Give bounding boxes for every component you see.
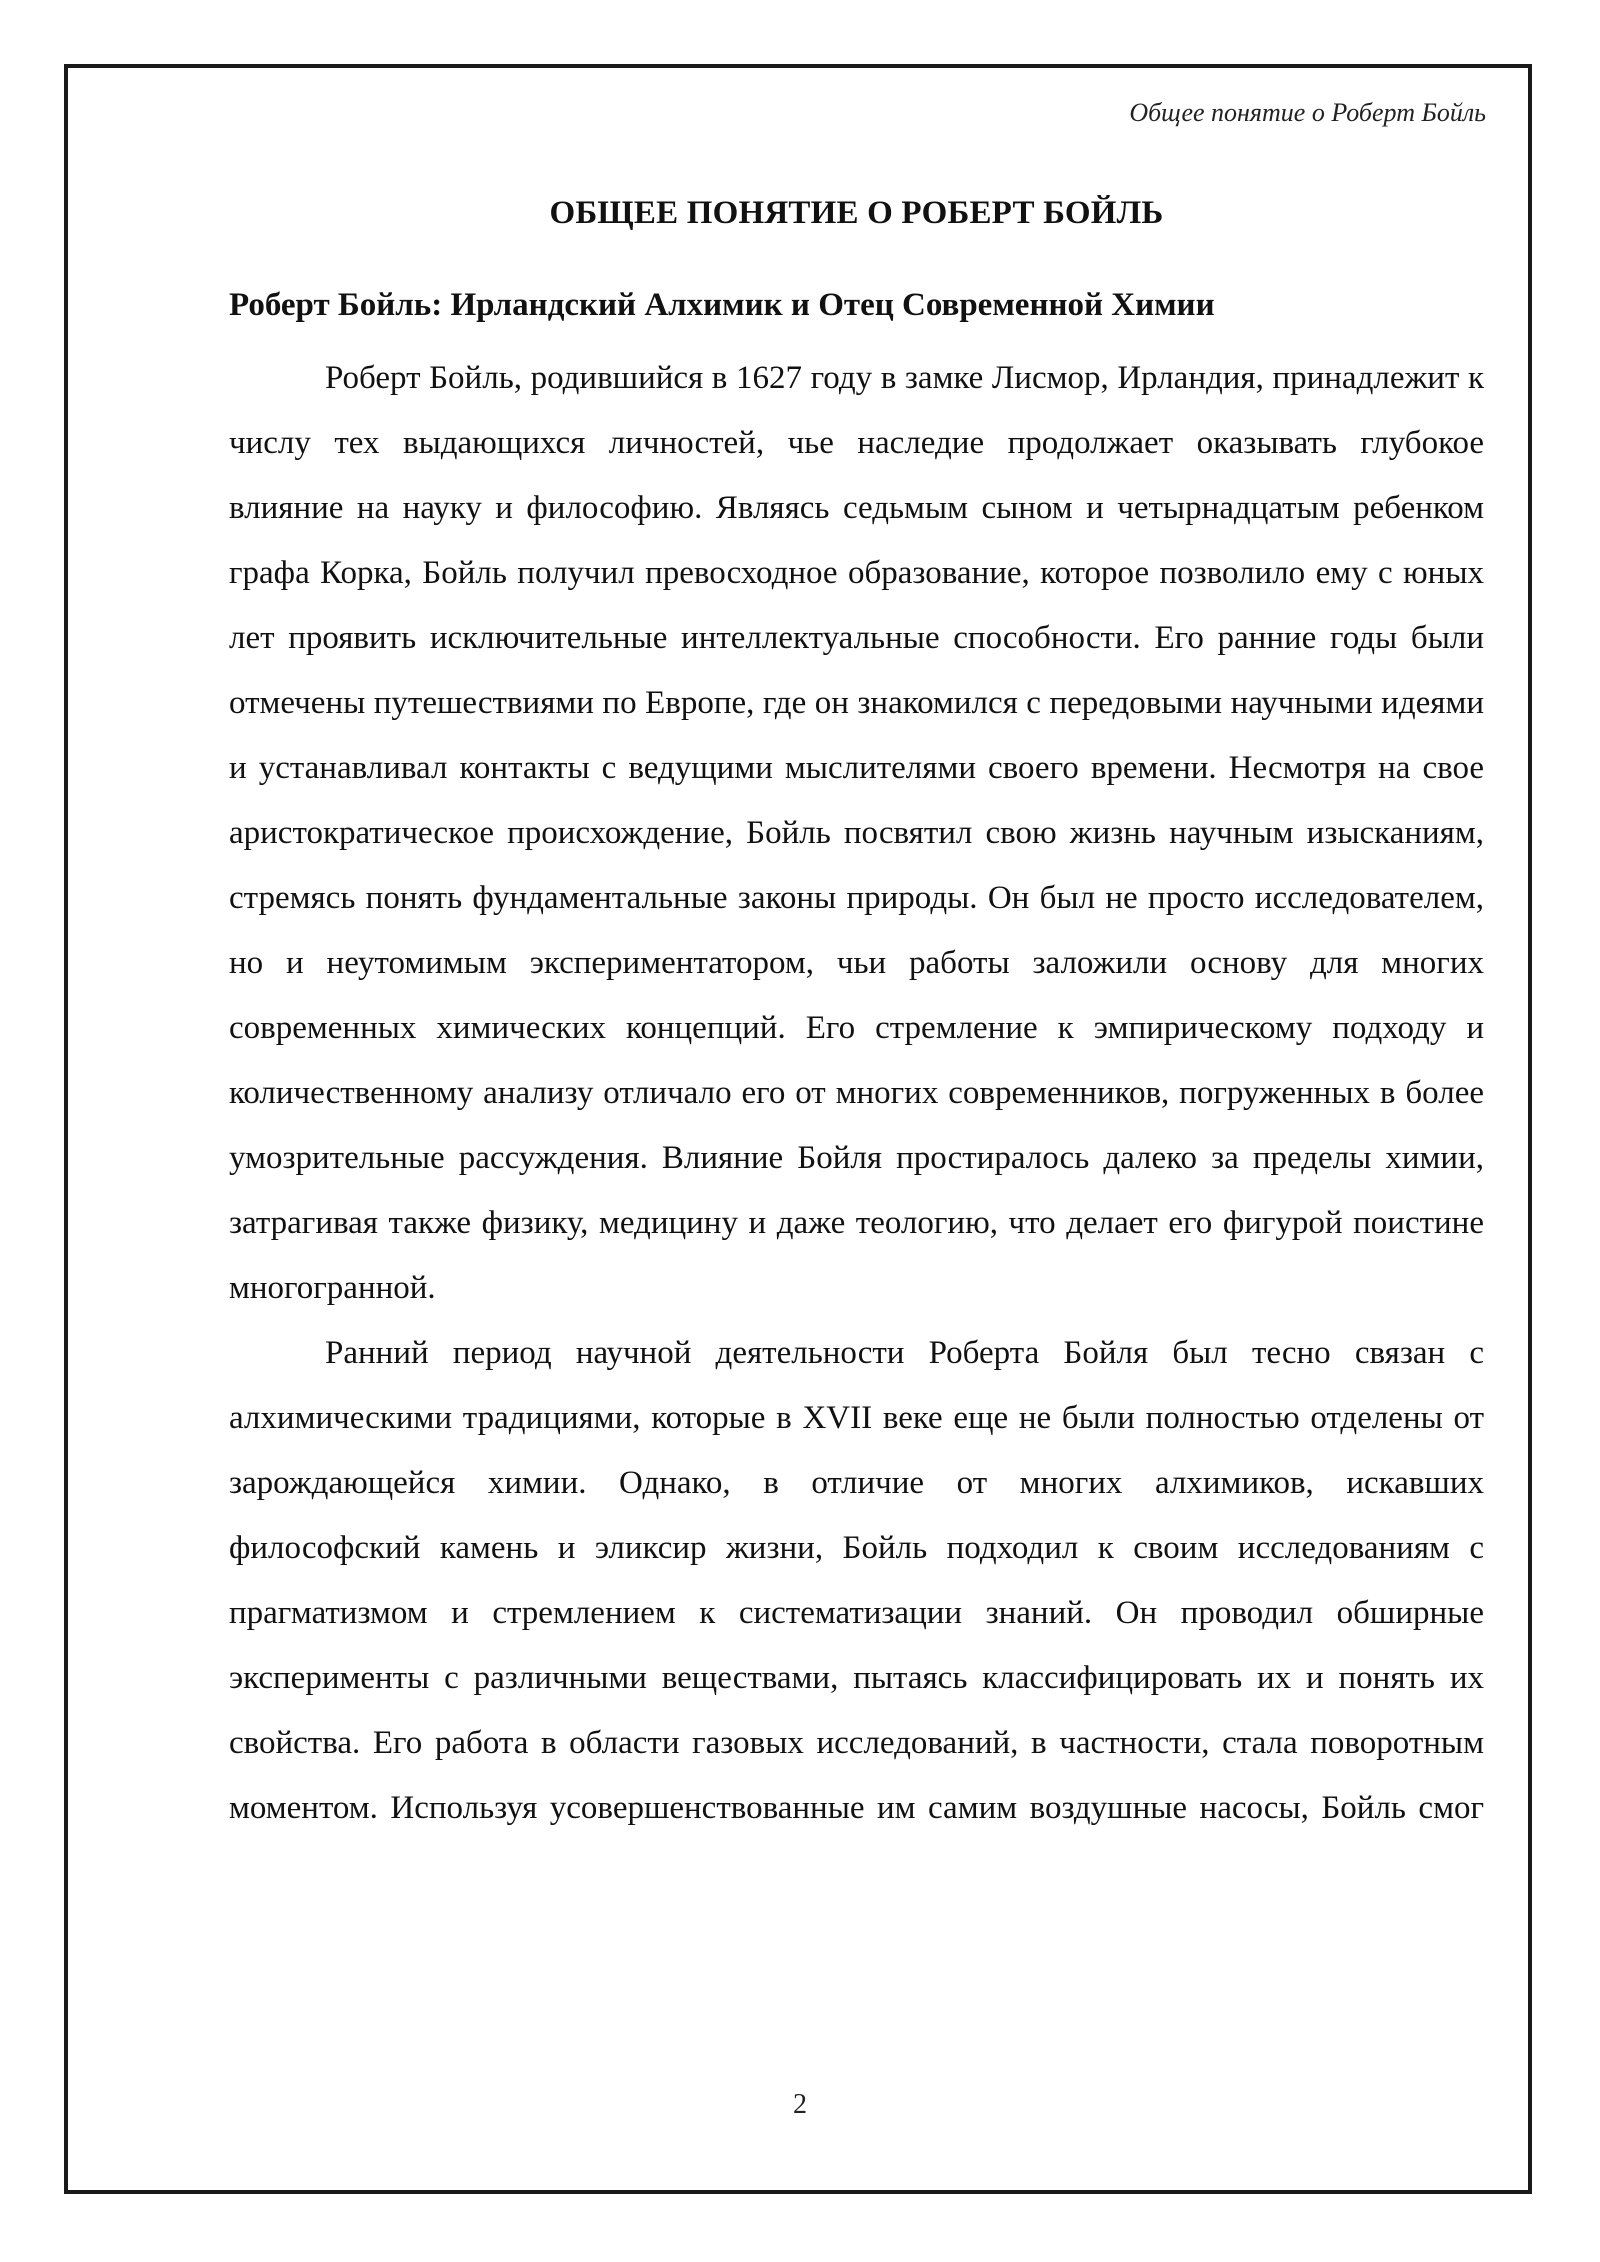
document-body bbox=[229, 190, 1484, 1841]
page-number: 2 bbox=[793, 2089, 807, 2120]
paragraph: Ранний период научной деятельности Роберта Бойля был тесно связан с алхимическими традициями, которые в XVII веке еще не были полностью отделены от зарождающейся химии. Однако, в отличие от многих алхимиков, искавших философский камень и эликсир жизни, Бойль подходил к своим исследованиям с прагматизмом и стремлением к систематизации знаний. Он проводил обширные эксперименты с различными веществами, пытаясь классифицировать их и понять их свойства. Его работа в области газовых исследований, в частности, стала поворотным моментом. Используя усовершенствованные им самим воздушные насосы, Бойль смог bbox=[229, 1335, 1484, 1826]
document-title: ОБЩЕЕ ПОНЯТИЕ О РОБЕРТ БОЙЛЬ bbox=[549, 195, 1164, 231]
paragraph: Роберт Бойль, родившийся в 1627 году в замке Лисмор, Ирландия, принадлежит к числу тех выдающихся личностей, чье наследие продолжает оказывать глубокое влияние на науку и философию. Являясь седьмым сыном и четырнадцатым ребенком графа Корка, Бойль получил превосходное образование, которое позволило ему с юных лет проявить исключительные интеллектуальные способности. Его ранние годы были отмечены путешествиями по Европе, где он знакомился с передовыми научными идеями и устанавливал контакты с ведущими мыслителями своего времени. Несмотря на свое аристократическое происхождение, Бойль посвятил свою жизнь научным изысканиям, стремясь понять фундаментальные законы природы. Он был не просто исследователем, но и неутомимым экспериментатором, чьи работы заложили основу для многих современных химических концепций. Его стремление к эмпирическому подходу и количественному анализу отличало его от многих современников, погруженных в более умозрительные рассуждения. Влияние Бойля простиралось далеко за пределы химии, затрагивая также физику, медицину и даже теологию, что делает его фигурой поистине многогранной. bbox=[229, 360, 1484, 1306]
section-heading: Роберт Бойль: Ирландский Алхимик и Отец Современной Химии bbox=[229, 287, 1215, 323]
running-header: Общее понятие о Роберт Бойль bbox=[1129, 98, 1486, 127]
